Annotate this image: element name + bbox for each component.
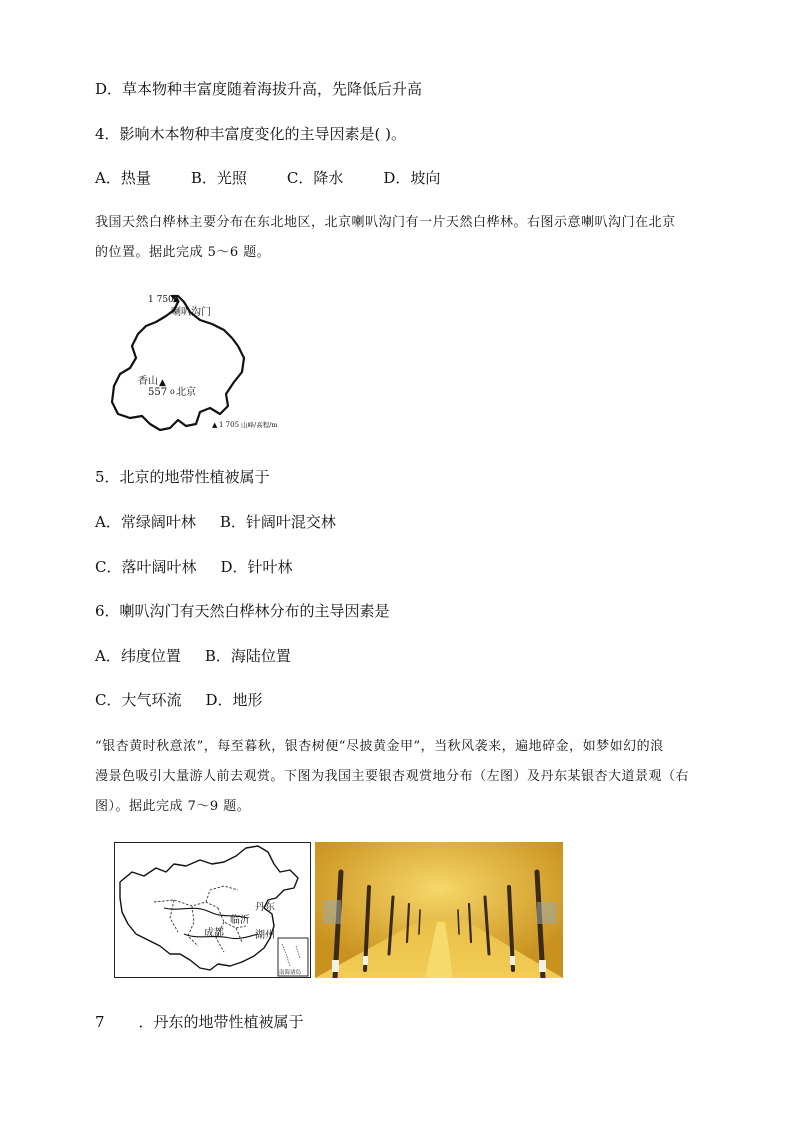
beijing-city-marker: o xyxy=(170,387,175,396)
peak-top-value: 1 750 xyxy=(148,295,174,305)
city-linyi: 临沂 xyxy=(230,915,250,926)
q5-options-row1 xyxy=(95,512,336,532)
q5-option-d: D．针叶林 xyxy=(220,558,293,576)
q4-option-b: B．光照 xyxy=(190,169,247,187)
beijing-map xyxy=(108,290,308,432)
q7-stem: ．丹东的地带性植被属于 xyxy=(138,1013,304,1031)
q6-option-d: D．地形 xyxy=(205,691,263,709)
place-xiangshan: 香山 xyxy=(138,376,158,387)
city-chengdu: 成都 xyxy=(204,928,224,939)
q3-option-d: D．草本物种丰富度随着海拔升高，先降低后升高 xyxy=(95,80,423,98)
china-map xyxy=(114,842,311,978)
q4-option-a: A．热量 xyxy=(95,169,151,187)
q6-options-row1 xyxy=(95,646,291,666)
place-labaguomen: 喇叭沟门 xyxy=(171,307,211,318)
q4-options xyxy=(95,168,440,188)
city-dandong: 丹东 xyxy=(255,902,275,913)
beijing-map-svg xyxy=(108,290,308,432)
q6-option-c: C．大气环流 xyxy=(95,691,182,709)
q6-option-b: B．海陆位置 xyxy=(204,647,291,665)
city-beijing: 北京 xyxy=(176,387,196,398)
q7-line xyxy=(95,1012,304,1032)
ginkgo-photo-svg xyxy=(315,842,563,978)
intro-7-9-line2: 漫景色吸引大量游人前去观赏。下图为我国主要银杏观赏地分布（左图）及丹东某银杏大道景观（右 xyxy=(95,769,690,784)
q6-options-row2 xyxy=(95,690,263,710)
q5-options-row2 xyxy=(95,557,293,577)
q6-option-a: A．纬度位置 xyxy=(95,647,181,665)
ginkgo-avenue-photo xyxy=(315,842,563,978)
q6-stem: 6．喇叭沟门有天然白桦林分布的主导因素是 xyxy=(95,602,390,620)
q5-stem: 5．北京的地带性植被属于 xyxy=(95,468,270,486)
intro-7-9-line1: “银杏黄时秋意浓”，每至暮秋，银杏树便“尽披黄金甲”，当秋风袭来，遍地碎金，如梦如幻的浪 xyxy=(95,739,664,754)
q5-option-a: A．常绿阔叶林 xyxy=(95,513,196,531)
peak-top-marker: ▲ xyxy=(173,294,180,304)
q5-option-c: C．落叶阔叶林 xyxy=(95,558,197,576)
intro-5-6-line2: 的位置。据此完成 5～6 题。 xyxy=(95,245,271,260)
peak-xiangshan-value: 557 xyxy=(148,387,168,398)
legend-peak-marker: ▲ xyxy=(212,421,218,429)
legend-value: 1 705 xyxy=(219,421,240,429)
q4-option-c: C．降水 xyxy=(286,169,344,187)
legend-label: 山峰/高程/m xyxy=(241,421,278,429)
intro-7-9-line3: 图）。据此完成 7～9 题。 xyxy=(95,799,251,814)
q4-option-d: D．坡向 xyxy=(383,169,441,187)
city-huzhou: 湖州 xyxy=(255,930,275,941)
q5-option-b: B．针阔叶混交林 xyxy=(219,513,336,531)
q7-number: 7 xyxy=(95,1013,105,1031)
intro-5-6-line1: 我国天然白桦林主要分布在东北地区，北京喇叭沟门有一片天然白桦林。右图示意喇叭沟门在北京 xyxy=(95,215,676,230)
china-map-svg xyxy=(114,842,311,978)
xiangshan-peak-marker: ▲ xyxy=(159,378,166,388)
q4-stem: 4．影响木本物种丰富度变化的主导因素是( )。 xyxy=(95,125,407,143)
inset-label: 南海诸岛 xyxy=(279,970,302,976)
